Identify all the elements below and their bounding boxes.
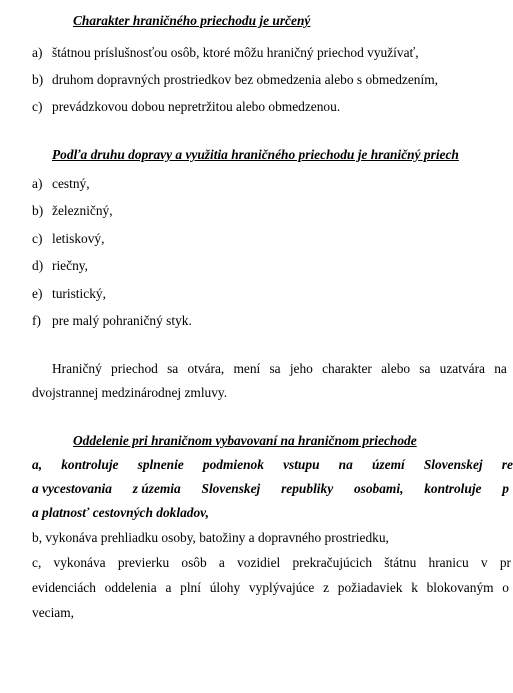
word: z územia	[132, 481, 181, 496]
word: z	[323, 580, 330, 595]
list-text: letiskový,	[52, 231, 105, 246]
word: republiky	[281, 481, 334, 496]
word: Slovenskej	[201, 481, 261, 496]
list-label: b)	[32, 203, 44, 218]
list-label: e)	[32, 286, 43, 301]
word: plní	[180, 580, 201, 595]
word: osôb	[181, 555, 207, 570]
word: sa	[269, 361, 281, 376]
list-text: riečny,	[52, 258, 88, 273]
word: požiadaviek	[337, 580, 403, 595]
word: na	[338, 457, 353, 472]
word: prekračujúcich	[292, 555, 373, 570]
list-label: d)	[32, 258, 44, 273]
word: sa	[419, 361, 431, 376]
word: previerku	[117, 555, 170, 570]
word: vozidiel	[237, 555, 281, 570]
word: uzatvára	[439, 361, 486, 376]
paragraph-line: dvojstrannej medzinárodnej zmluvy.	[32, 385, 228, 400]
duty-b-line: b, vykonáva prehliadku osoby, batožiny a dopravného prostriedku,	[32, 530, 389, 545]
word: úlohy	[209, 580, 241, 595]
list-label: a)	[32, 176, 43, 191]
list-text: cestný,	[52, 176, 90, 191]
word: sa	[167, 361, 179, 376]
word: c,	[32, 555, 42, 570]
word: a,	[32, 457, 43, 472]
section-heading-type: Podľa druhu dopravy a využitia hraničného priechodu je hraničný priech	[52, 147, 459, 162]
word: osobami,	[353, 481, 404, 496]
word: štátnu	[384, 555, 417, 570]
word: území	[371, 457, 405, 472]
word: priechod	[111, 361, 158, 376]
word: a vycestovania	[32, 481, 112, 496]
word: mení	[233, 361, 261, 376]
list-text: železničný,	[52, 203, 113, 218]
word: o	[502, 580, 509, 595]
list-label: a)	[32, 45, 43, 60]
duty-c-line: veciam,	[32, 605, 75, 620]
word: jeho	[289, 361, 313, 376]
word: hranicu	[428, 555, 469, 570]
list-label: b)	[32, 72, 44, 87]
word: charakter	[322, 361, 372, 376]
section-heading-department: Oddelenie pri hraničnom vybavovaní na hraničnom priechode	[73, 433, 417, 448]
word: a	[218, 555, 225, 570]
section-heading-character: Charakter hraničného priechodu je určený	[73, 13, 311, 28]
word: Hraničný	[52, 361, 102, 376]
word: Slovenskej	[423, 457, 483, 472]
word: kontroluje	[424, 481, 482, 496]
word: alebo	[381, 361, 411, 376]
word: vyplývajúce	[248, 580, 315, 595]
word: otvára,	[187, 361, 225, 376]
word: re	[501, 457, 513, 472]
word: blokovaným	[426, 580, 494, 595]
list-text: štátnou príslušnosťou osôb, ktoré môžu hraničný priechod využívať,	[52, 45, 419, 60]
word: pr	[499, 555, 511, 570]
word: vstupu	[283, 457, 320, 472]
word: na	[494, 361, 507, 376]
list-text: druhom dopravných prostriedkov bez obmedzenia alebo s obmedzením,	[52, 72, 438, 87]
list-text: turistický,	[52, 286, 106, 301]
word: oddelenia	[104, 580, 157, 595]
word: podmienok	[202, 457, 264, 472]
word: v	[480, 555, 488, 570]
word: p	[502, 481, 509, 496]
word: evidenciách	[32, 580, 96, 595]
list-text: pre malý pohraničný styk.	[52, 313, 192, 328]
list-label: f)	[32, 313, 41, 328]
list-label: c)	[32, 99, 43, 114]
duty-a-line: a platnosť cestovných dokladov,	[32, 505, 209, 520]
list-text: prevádzkovou dobou nepretržitou alebo obmedzenou.	[52, 99, 341, 114]
word: vykonáva	[53, 555, 106, 570]
word: a	[165, 580, 172, 595]
word: k	[411, 580, 418, 595]
word: kontroluje	[61, 457, 119, 472]
list-label: c)	[32, 231, 43, 246]
word: splnenie	[137, 457, 184, 472]
